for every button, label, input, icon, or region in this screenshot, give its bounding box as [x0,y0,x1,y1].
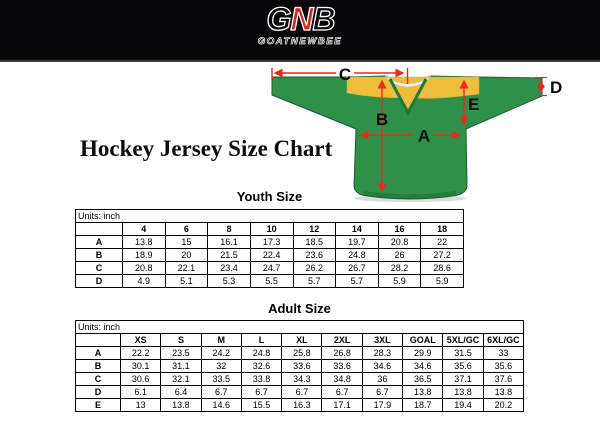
size-column-header: 8 [208,223,251,236]
measure-row-label: D [76,275,123,288]
logo-letter-b: B [312,1,334,37]
corner-cell [76,223,123,236]
size-value-cell: 6.4 [161,386,201,399]
measurement-row [76,347,524,360]
header-bar [0,0,600,62]
size-value-cell: 18.5 [293,236,336,249]
measurement-row [76,386,524,399]
size-column-header: 4 [123,223,166,236]
size-value-cell: 26.7 [336,262,379,275]
corner-cell [76,334,121,347]
measure-row-label: B [76,360,121,373]
size-value-cell: 17.3 [250,236,293,249]
adult-table [75,320,524,412]
size-value-cell: 17.1 [322,399,362,412]
logo-letter-n: N [290,1,312,37]
size-value-cell: 13 [121,399,161,412]
size-value-cell: 5.7 [336,275,379,288]
size-value-cell: 23.5 [161,347,201,360]
size-value-cell: 25.8 [282,347,322,360]
size-value-cell: 5.9 [421,275,464,288]
size-value-cell: 36 [362,373,402,386]
size-value-cell: 32.6 [241,360,281,373]
size-column-header: 3XL [362,334,402,347]
size-value-cell: 6.7 [201,386,241,399]
size-value-cell: 24.8 [241,347,281,360]
measure-row-label: A [76,236,123,249]
measure-label-e: E [468,95,480,114]
measurement-row [76,360,524,373]
size-column-header: L [241,334,281,347]
jersey-diagram [255,60,600,202]
size-value-cell: 37.1 [443,373,483,386]
size-value-cell: 34.3 [282,373,322,386]
size-value-cell: 33.8 [241,373,281,386]
size-value-cell: 34.6 [403,360,443,373]
size-value-cell: 13.8 [123,236,166,249]
size-value-cell: 27.2 [421,249,464,262]
size-value-cell: 5.5 [250,275,293,288]
size-value-cell: 22 [421,236,464,249]
measurement-row [76,249,464,262]
size-value-cell: 28.3 [362,347,402,360]
size-value-cell: 33.5 [201,373,241,386]
size-column-header: S [161,334,201,347]
size-column-header: 12 [293,223,336,236]
size-value-cell: 35.6 [443,360,483,373]
size-value-cell: 36.5 [403,373,443,386]
size-value-cell: 28.6 [421,262,464,275]
size-value-cell: 34.8 [322,373,362,386]
units-row [76,210,464,223]
measure-label-c: C [338,65,352,84]
size-value-cell: 4.9 [123,275,166,288]
size-column-header: M [201,334,241,347]
measure-row-label: D [76,386,121,399]
size-column-header: 6 [165,223,208,236]
size-column-header: 5XL/GC [443,334,483,347]
size-value-cell: 26.8 [322,347,362,360]
measure-label-a: A [417,126,431,146]
size-value-cell: 37.6 [483,373,523,386]
size-value-cell: 19.4 [443,399,483,412]
size-column-header: 16 [378,223,421,236]
units-label: Units: inch [76,321,524,334]
measurement-row [76,262,464,275]
size-value-cell: 18.7 [403,399,443,412]
size-value-cell: 13.8 [443,386,483,399]
size-value-cell: 30.6 [121,373,161,386]
size-value-cell: 20.8 [123,262,166,275]
measure-row-label: C [76,262,123,275]
size-value-cell: 32 [201,360,241,373]
measure-label-d: D [550,78,563,97]
header-row [76,334,524,347]
size-value-cell: 26 [378,249,421,262]
size-value-cell: 30.1 [121,360,161,373]
units-label: Units: inch [76,210,464,223]
size-value-cell: 34.6 [362,360,402,373]
measurement-row [76,275,464,288]
size-column-header: 14 [336,223,379,236]
size-value-cell: 20 [165,249,208,262]
size-value-cell: 24.2 [201,347,241,360]
size-value-cell: 17.9 [362,399,402,412]
measurement-row [76,236,464,249]
measure-row-label: E [76,399,121,412]
size-value-cell: 6.1 [121,386,161,399]
size-value-cell: 24.8 [336,249,379,262]
size-value-cell: 13.8 [483,386,523,399]
measure-row-label: B [76,249,123,262]
size-value-cell: 15.5 [241,399,281,412]
size-value-cell: 35.6 [483,360,523,373]
measurement-row [76,399,524,412]
brand-logo [258,2,342,47]
size-value-cell: 28.2 [378,262,421,275]
size-value-cell: 5.7 [293,275,336,288]
measure-row-label: A [76,347,121,360]
size-value-cell: 31.5 [443,347,483,360]
size-value-cell: 6.7 [322,386,362,399]
size-value-cell: 21.5 [208,249,251,262]
page-title: Hockey Jersey Size Chart [80,136,333,161]
units-row [76,321,524,334]
size-value-cell: 13.8 [161,399,201,412]
size-column-header: XL [282,334,322,347]
size-value-cell: 20.2 [483,399,523,412]
size-value-cell: 16.3 [282,399,322,412]
size-value-cell: 31.1 [161,360,201,373]
size-value-cell: 24.7 [250,262,293,275]
size-value-cell: 5.9 [378,275,421,288]
size-value-cell: 6.7 [282,386,322,399]
size-column-header: 18 [421,223,464,236]
size-column-header: 6XL/GC [483,334,523,347]
youth-table [75,209,464,288]
size-value-cell: 5.3 [208,275,251,288]
size-column-header: 10 [250,223,293,236]
size-column-header: 2XL [322,334,362,347]
size-value-cell: 16.1 [208,236,251,249]
logo-wordmark: GOATNEWBEE [257,36,343,47]
size-value-cell: 13.8 [403,386,443,399]
size-value-cell: 22.1 [165,262,208,275]
size-value-cell: 22.2 [121,347,161,360]
size-column-header: XS [121,334,161,347]
size-column-header: GOAL [403,334,443,347]
size-value-cell: 23.6 [293,249,336,262]
measurement-row [76,373,524,386]
adult-section-title: Adult Size [268,301,331,316]
size-value-cell: 29.9 [403,347,443,360]
size-value-cell: 6.7 [241,386,281,399]
size-value-cell: 22.4 [250,249,293,262]
size-value-cell: 19.7 [336,236,379,249]
adult-size-table [75,320,524,412]
size-value-cell: 32.1 [161,373,201,386]
youth-section-title: Youth Size [236,189,303,204]
header-row [76,223,464,236]
size-value-cell: 15 [165,236,208,249]
size-value-cell: 20.8 [378,236,421,249]
size-value-cell: 33.6 [282,360,322,373]
size-value-cell: 18.9 [123,249,166,262]
measure-row-label: C [76,373,121,386]
measure-label-b: B [375,110,389,129]
size-value-cell: 14.6 [201,399,241,412]
size-value-cell: 33 [483,347,523,360]
size-value-cell: 33.6 [322,360,362,373]
size-value-cell: 5.1 [165,275,208,288]
size-value-cell: 23.4 [208,262,251,275]
youth-size-table [75,209,464,288]
logo-monogram [258,2,342,36]
logo-letter-g: G [266,1,290,37]
size-value-cell: 26.2 [293,262,336,275]
size-value-cell: 6.7 [362,386,402,399]
